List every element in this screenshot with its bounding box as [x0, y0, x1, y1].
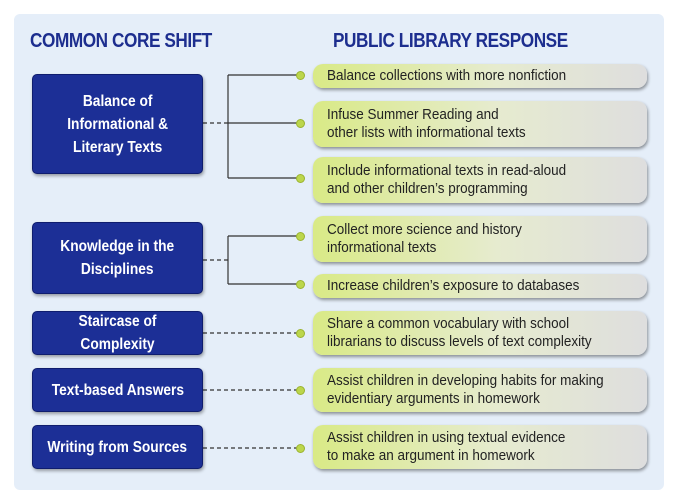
shift-label: Text-based Answers	[51, 381, 184, 399]
shift-box-writing-from-sources	[32, 425, 203, 469]
response-text: Infuse Summer Reading and other lists with informational texts	[327, 107, 526, 141]
response-box-7	[313, 368, 647, 412]
connector-dot	[296, 174, 305, 183]
response-text: Share a common vocabulary with school librarians to discuss levels of text complexity	[327, 316, 592, 350]
response-box-2	[313, 101, 647, 147]
header-common-core-shift: COMMON CORE SHIFT	[30, 30, 212, 52]
connector-dot	[296, 329, 305, 338]
connector-dot	[296, 232, 305, 241]
shift-label: Knowledge in the Disciplines	[60, 238, 175, 278]
response-text: Assist children in using textual evidence to make an argument in homework	[327, 430, 566, 464]
shift-box-text-based-answers	[32, 368, 203, 412]
response-text: Include informational texts in read-aloud and other children’s programming	[327, 163, 567, 197]
connector-dot	[296, 444, 305, 453]
response-box-3	[313, 157, 647, 203]
connector-dot	[296, 386, 305, 395]
connector-dot	[296, 280, 305, 289]
shift-box-balance-of-texts	[32, 74, 203, 174]
shift-label: Writing from Sources	[47, 438, 188, 456]
header-public-library-response: PUBLIC LIBRARY RESPONSE	[333, 30, 568, 52]
response-box-1	[313, 64, 647, 88]
response-text: Assist children in developing habits for making evidentiary arguments in homework	[327, 373, 604, 407]
response-box-8	[313, 425, 647, 469]
response-box-4	[313, 216, 647, 262]
response-text: Collect more science and history informational texts	[327, 222, 522, 256]
shift-box-staircase-of-complexity	[32, 311, 203, 355]
response-box-6	[313, 311, 647, 355]
shift-label: Staircase of Complexity	[78, 313, 157, 353]
shift-box-knowledge-in-disciplines	[32, 222, 203, 294]
shift-label: Balance of Informational & Literary Texts	[67, 92, 168, 156]
connector-dot	[296, 119, 305, 128]
response-box-5	[313, 274, 647, 298]
response-text: Balance collections with more nonfiction	[327, 68, 567, 84]
connector-dot	[296, 71, 305, 80]
response-text: Increase children’s exposure to databases	[327, 278, 580, 294]
